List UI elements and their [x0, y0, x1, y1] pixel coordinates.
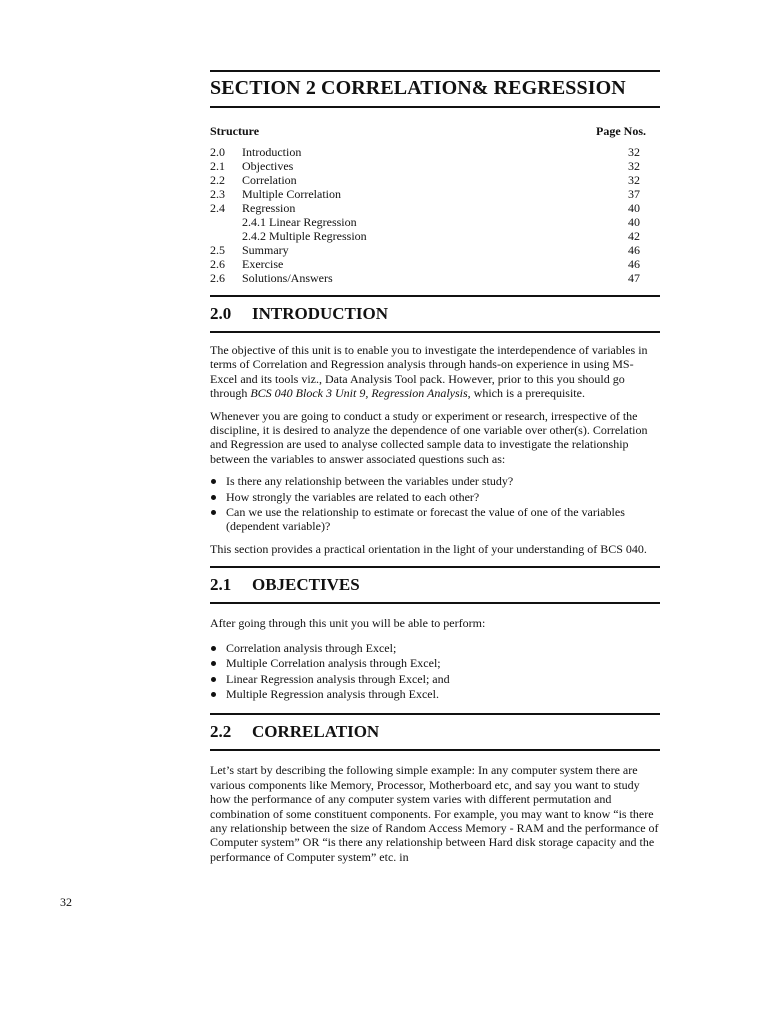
list-item-text: How strongly the variables are related to each other? — [226, 489, 480, 504]
toc-row-number: 2.4 — [210, 201, 225, 215]
toc-row-title: Introduction — [242, 145, 302, 159]
toc-row-page: 32 — [628, 173, 640, 187]
document-page — [210, 70, 660, 872]
toc-row — [210, 187, 660, 201]
list-item — [210, 505, 660, 534]
toc-row-page: 42 — [628, 229, 640, 243]
toc-header — [210, 124, 660, 139]
toc-row-number: 2.5 — [210, 243, 225, 257]
toc-row-number: 2.6 — [210, 257, 225, 271]
toc-row-page: 37 — [628, 187, 640, 201]
prerequisite-reference: BCS 040 Block 3 Unit 9, Regression Analysis — [250, 386, 468, 401]
toc-row — [210, 257, 660, 271]
objectives-top-rule — [210, 566, 660, 568]
list-item-text: Linear Regression analysis through Excel; and — [226, 671, 450, 686]
toc-list — [210, 145, 660, 285]
toc-row — [210, 271, 660, 285]
toc-row-number: 2.6 — [210, 271, 225, 285]
correlation-bottom-rule — [210, 749, 660, 751]
list-item-text: Multiple Regression analysis through Excel. — [226, 686, 439, 701]
bullet-icon — [211, 692, 216, 697]
section-title: SECTION 2 CORRELATION& REGRESSION — [210, 77, 626, 99]
list-item — [210, 490, 660, 504]
toc-row-number: 2.1 — [210, 159, 225, 173]
toc-row-title: Exercise — [242, 257, 284, 271]
toc-row-title: Correlation — [242, 173, 297, 187]
toc-subrow — [210, 229, 660, 243]
list-item — [210, 656, 660, 670]
bullet-icon — [211, 495, 216, 500]
toc-row-number — [210, 215, 242, 229]
introduction-paragraph-3: This section provides a practical orientation in the light of your understanding of BCS 040. — [210, 541, 647, 556]
list-item-text: Can we use the relationship to estimate or forecast the value of one of the variables (dependent variable)? — [226, 505, 625, 534]
page-number: 32 — [60, 895, 72, 909]
toc-row — [210, 201, 660, 215]
objectives-list — [210, 641, 660, 702]
toc-row-page: 32 — [628, 159, 640, 173]
introduction-paragraph-1-end: , which is a prerequisite. — [467, 386, 585, 401]
objectives-intro: After going through this unit you will be able to perform: — [210, 616, 486, 631]
introduction-heading-number: 2.0 — [210, 304, 232, 323]
toc-row-title: Summary — [242, 243, 289, 257]
toc-row-title: 2.4.2 Multiple Regression — [242, 229, 367, 243]
toc-row-title: Regression — [242, 201, 296, 215]
correlation-top-rule — [210, 713, 660, 715]
bullet-icon — [211, 479, 216, 484]
list-item-text: Is there any relationship between the variables under study? — [226, 474, 514, 489]
objectives-heading — [210, 576, 660, 594]
toc-page-label: Page Nos. — [596, 124, 646, 138]
correlation-paragraph-1: Let’s start by describing the following simple example: In any computer system there are various components like Memory, Processor, Motherboard etc, and say you want to study how the performance of any computer system varies with different permutation and combination of some constituent components. For example, you may want to know “is there any relationship between the size of Random Access Memory - RAM and the performance of Computer system” OR “is there any relationship between Hard disk storage capacity and the performance of Computer system” etc. in — [210, 763, 659, 864]
bullet-icon — [211, 677, 216, 682]
toc-row-page: 46 — [628, 243, 640, 257]
introduction-paragraph-1-start: The objective of this unit is to enable you to investigate the interdependence of variables in terms of Correlation and Regression analysis through hands-on experience in using MS-Excel and its tools viz., Data Analysis Tool pack. However, prior to this you should go through — [210, 343, 648, 401]
introduction-heading — [210, 305, 660, 323]
toc-row-number: 2.3 — [210, 187, 225, 201]
list-item — [210, 641, 660, 655]
toc-row-number — [210, 229, 242, 243]
bullet-icon — [211, 510, 216, 515]
bullet-icon — [211, 646, 216, 651]
toc-row-title: 2.4.1 Linear Regression — [242, 215, 357, 229]
introduction-heading-title: INTRODUCTION — [252, 304, 389, 323]
top-rule — [210, 70, 660, 72]
toc-structure-label: Structure — [210, 124, 260, 138]
toc-row-title: Objectives — [242, 159, 294, 173]
introduction-paragraph-1 — [210, 343, 660, 401]
toc-row — [210, 145, 660, 159]
toc-row-number: 2.0 — [210, 145, 225, 159]
toc-row — [210, 173, 660, 187]
objectives-heading-number: 2.1 — [210, 575, 232, 595]
section-title-rule — [210, 106, 660, 108]
list-item-text: Correlation analysis through Excel; — [226, 640, 397, 655]
toc-row-title: Solutions/Answers — [242, 271, 333, 285]
toc-row-page: 40 — [628, 215, 640, 229]
correlation-heading-title: CORRELATION — [252, 722, 380, 742]
correlation-heading — [210, 723, 660, 741]
objectives-bottom-rule — [210, 602, 660, 604]
toc-row-title: Multiple Correlation — [242, 187, 341, 201]
toc-row-page: 46 — [628, 257, 640, 271]
toc-row-page: 32 — [628, 145, 640, 159]
bullet-icon — [211, 661, 216, 666]
toc-row — [210, 243, 660, 257]
objectives-heading-title: OBJECTIVES — [252, 575, 360, 595]
toc-subrow — [210, 215, 660, 229]
list-item — [210, 687, 660, 701]
introduction-questions-list — [210, 474, 660, 534]
list-item-text: Multiple Correlation analysis through Excel; — [226, 656, 441, 671]
toc-row — [210, 159, 660, 173]
list-item — [210, 672, 660, 686]
correlation-heading-number: 2.2 — [210, 722, 232, 742]
introduction-paragraph-2: Whenever you are going to conduct a study or experiment or research, irrespective of the discipline, it is desired to analyze the dependence of one variable over other(s). Correlation and Regression are used to analyse collected sample data to investigate the relationship between the variables to answer associated questions such as: — [210, 408, 648, 466]
list-item — [210, 474, 660, 488]
introduction-bottom-rule — [210, 331, 660, 333]
toc-row-page: 40 — [628, 201, 640, 215]
toc-row-number: 2.2 — [210, 173, 225, 187]
introduction-top-rule — [210, 295, 660, 297]
toc-row-page: 47 — [628, 271, 640, 285]
